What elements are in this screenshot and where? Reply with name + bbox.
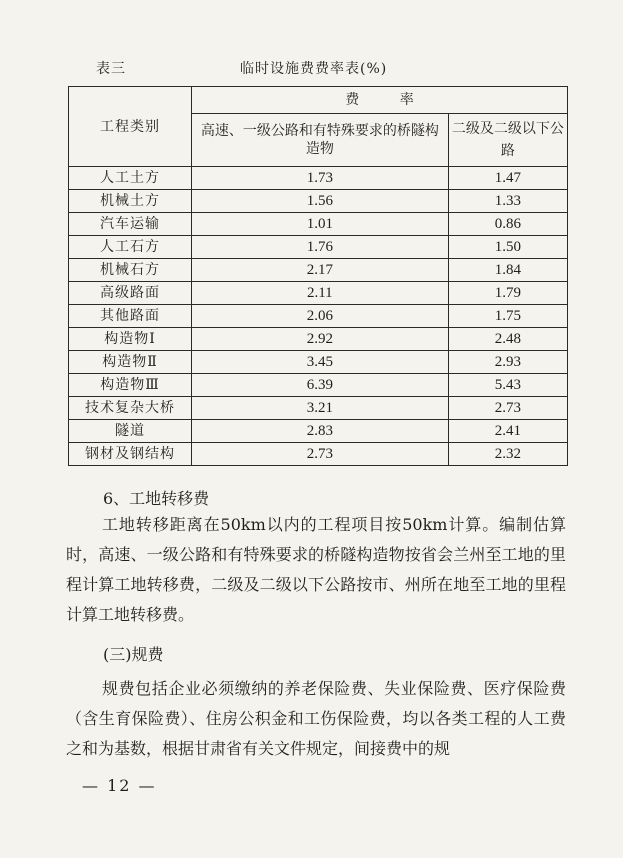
rate-highway-class-b-cell: 2.32 — [448, 443, 567, 466]
table-row — [69, 328, 568, 351]
rate-highway-class-a-cell: 1.76 — [192, 236, 449, 259]
project-type-cell: 构造物Ⅰ — [69, 328, 192, 351]
paragraph-regulatory-fees: 规费包括企业必须缴纳的养老保险费、失业保险费、医疗保险费（含生育保险费）、住房公积金和工伤保险费，均以各类工程的人工费之和为基数，根据甘肃省有关文件规定，间接费中的规 — [66, 679, 566, 758]
header-project-type: 工程类别 — [69, 87, 192, 167]
page-number: — 12 — — [82, 776, 157, 795]
table-row — [69, 259, 568, 282]
rate-highway-class-a-cell: 2.11 — [192, 282, 449, 305]
rate-highway-class-b-cell: 1.79 — [448, 282, 567, 305]
table-label: 表三 — [96, 61, 126, 77]
table-row — [69, 420, 568, 443]
rate-highway-class-b-cell: 1.47 — [448, 167, 567, 190]
project-type-cell: 高级路面 — [69, 282, 192, 305]
header-highway-class-a: 高速、一级公路和有特殊要求的桥隧构造物 — [192, 114, 449, 167]
rate-highway-class-a-cell: 6.39 — [192, 374, 449, 397]
rate-highway-class-a-cell: 3.21 — [192, 397, 449, 420]
header-highway-class-b: 二级及二级以下公路 — [448, 114, 567, 167]
rate-highway-class-b-cell: 1.84 — [448, 259, 567, 282]
rate-highway-class-b-cell: 2.41 — [448, 420, 567, 443]
project-type-cell: 构造物Ⅲ — [69, 374, 192, 397]
rate-highway-class-b-cell: 0.86 — [448, 213, 567, 236]
rate-highway-class-a-cell: 2.06 — [192, 305, 449, 328]
rate-highway-class-b-cell: 2.48 — [448, 328, 567, 351]
rate-table — [68, 86, 568, 466]
rate-table-body — [69, 167, 568, 466]
table-row — [69, 351, 568, 374]
table-title: 临时设施费费率表(%) — [240, 61, 388, 77]
table-row — [69, 374, 568, 397]
header-fee-rate: 费 率 — [192, 87, 568, 114]
rate-highway-class-a-cell: 2.83 — [192, 420, 449, 443]
project-type-cell: 技术复杂大桥 — [69, 397, 192, 420]
project-type-cell: 汽车运输 — [69, 213, 192, 236]
project-type-cell: 机械土方 — [69, 190, 192, 213]
rate-highway-class-b-cell: 1.33 — [448, 190, 567, 213]
paragraph-site-transfer: 工地转移距离在50km以内的工程项目按50km计算。编制估算时，高速、一级公路和有特殊要求的桥隧构造物按省会兰州至工地的里程计算工地转移费，二级及二级以下公路按市、州所在地至工地的里程计算工地转移费。 — [66, 515, 566, 624]
table-row — [69, 236, 568, 259]
project-type-cell: 钢材及钢结构 — [69, 443, 192, 466]
rate-highway-class-a-cell: 2.73 — [192, 443, 449, 466]
project-type-cell: 构造物Ⅱ — [69, 351, 192, 374]
table-row — [69, 282, 568, 305]
rate-highway-class-a-cell: 1.73 — [192, 167, 449, 190]
table-row — [69, 167, 568, 190]
rate-highway-class-a-cell: 2.92 — [192, 328, 449, 351]
rate-highway-class-a-cell: 1.01 — [192, 213, 449, 236]
rate-highway-class-a-cell: 2.17 — [192, 259, 449, 282]
rate-highway-class-b-cell: 1.50 — [448, 236, 567, 259]
table-row — [69, 213, 568, 236]
table-row — [69, 190, 568, 213]
section-heading-regulatory-fees: (三)规费 — [103, 645, 164, 664]
rate-highway-class-b-cell: 2.73 — [448, 397, 567, 420]
table-row — [69, 443, 568, 466]
rate-highway-class-b-cell: 2.93 — [448, 351, 567, 374]
table-row — [69, 397, 568, 420]
rate-highway-class-a-cell: 3.45 — [192, 351, 449, 374]
table-row — [69, 305, 568, 328]
rate-highway-class-a-cell: 1.56 — [192, 190, 449, 213]
project-type-cell: 隧道 — [69, 420, 192, 443]
project-type-cell: 人工石方 — [69, 236, 192, 259]
project-type-cell: 其他路面 — [69, 305, 192, 328]
project-type-cell: 人工土方 — [69, 167, 192, 190]
section-heading-site-transfer: 6、工地转移费 — [103, 489, 210, 508]
project-type-cell: 机械石方 — [69, 259, 192, 282]
rate-highway-class-b-cell: 1.75 — [448, 305, 567, 328]
rate-highway-class-b-cell: 5.43 — [448, 374, 567, 397]
